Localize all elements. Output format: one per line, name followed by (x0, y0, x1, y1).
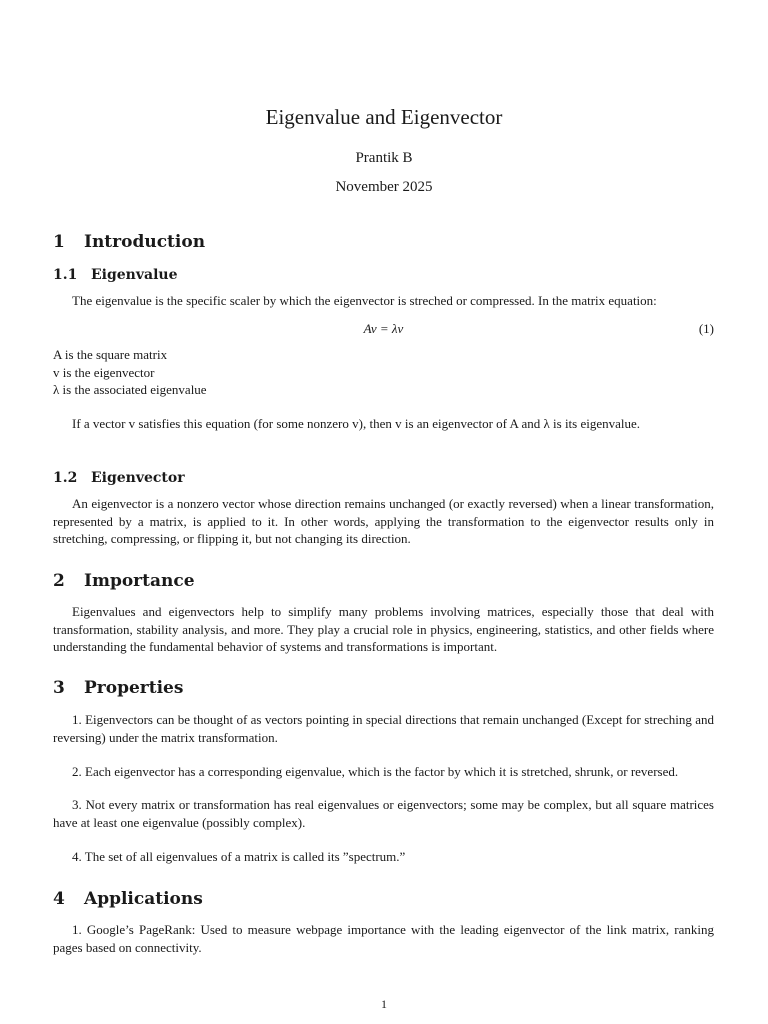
property-item-1: 1. Eigenvectors can be thought of as vectors pointing in special directions that remain unchanged (Except for streching and reversing) under the matrix transformation. (53, 712, 714, 745)
subsection-heading-eigenvalue (53, 266, 177, 284)
page-number: 1 (381, 997, 387, 1011)
section-title: Applications (84, 889, 203, 909)
property-item-2: 2. Each eigenvector has a corresponding eigenvalue, which is the factor by which it is stretched, shrunk, or reversed. (72, 764, 679, 779)
document-author: Prantik B (355, 150, 413, 166)
subsection-number: 1.2 (53, 470, 78, 486)
paragraph-importance: Eigenvalues and eigenvectors help to simplify many problems involving matrices, especially those that deal with transformation, stability analysis, and more. They play a crucial role in physics, engineering, statistics, and other fields where understanding the fundamental behavior of systems and transformations is important. (53, 604, 714, 654)
application-item-1: 1. Google’s PageRank: Used to measure webpage importance with the leading eigenvector of the link matrix, ranking pages based on connectivity. (53, 922, 714, 955)
section-heading-properties (53, 677, 183, 699)
subsection-title: Eigenvalue (91, 267, 178, 283)
section-heading-importance (53, 570, 195, 592)
equation-number: (1) (698, 321, 714, 336)
section-number: 2 (53, 571, 65, 591)
subsection-number: 1.1 (53, 267, 78, 283)
definition-item: A is the square matrix (53, 347, 168, 362)
subsection-heading-eigenvector (53, 469, 185, 487)
definition-item: v is the eigenvector (53, 364, 155, 380)
paragraph-eigenvalue-definition: The eigenvalue is the specific scaler by which the eigenvector is streched or compressed. In the matrix equation: (72, 293, 657, 308)
section-number: 4 (53, 889, 65, 909)
paragraph-eigenvector-condition: If a vector v satisfies this equation (for some nonzero v), then v is an eigenvector of A and λ is its eigenvalue. (72, 416, 641, 431)
section-heading-introduction (53, 231, 205, 253)
document-date: November 2025 (335, 179, 433, 195)
document-title: Eigenvalue and Eigenvector (265, 105, 503, 129)
property-item-3: 3. Not every matrix or transformation has real eigenvalues or eigenvectors; some may be complex, but all square matrices have at least one eigenvalue (possibly complex). (53, 797, 714, 830)
section-title: Importance (84, 571, 195, 591)
section-title: Properties (84, 678, 184, 698)
section-title: Introduction (84, 232, 206, 252)
section-heading-applications (53, 888, 203, 910)
property-item-4: 4. The set of all eigenvalues of a matrix is called its ”spectrum.” (72, 849, 406, 864)
equation: Av = λv (363, 321, 404, 336)
subsection-title: Eigenvector (91, 470, 185, 486)
section-number: 3 (53, 678, 65, 698)
paragraph-eigenvector-definition: An eigenvector is a nonzero vector whose direction remains unchanged (or exactly reversed) when a linear transformation, represented by a matrix, is applied to it. In other words, applying the transformation to the eigenvector results only in stretching, compressing, or flipping it, but not changing its direction. (53, 496, 714, 546)
section-number: 1 (53, 232, 65, 252)
definition-item: λ is the associated eigenvalue (53, 382, 207, 397)
definition-list (53, 346, 207, 399)
equation-block (53, 320, 714, 338)
